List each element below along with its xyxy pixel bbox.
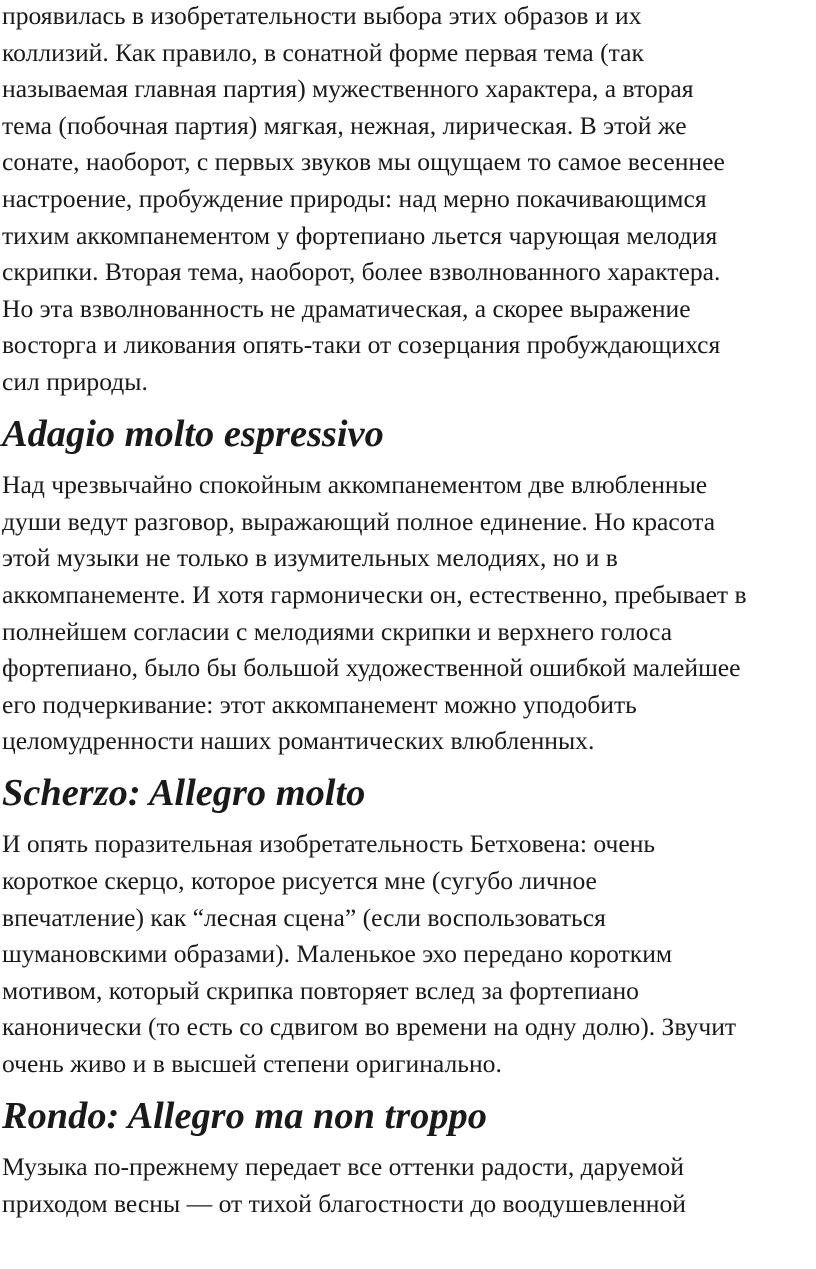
section-heading-adagio: Adagio molto espressivo [2,412,384,455]
text-line: проявилась в изобретательности выбора этих образов и их [2,1,642,30]
text-line: впечатление) как “лесная сцена” (если воспользоваться [2,902,606,932]
text-line: сил природы. [2,366,148,396]
text-line: приходом весны — от тихой благостности до воодушевленной [2,1188,686,1218]
text-line: называемая главная партия) мужественного характера, а вторая [2,74,694,104]
text-line: полнейшем согласии с мелодиями скрипки и верхнего голоса [2,616,673,646]
text-line: его подчеркивание: этот аккомпанемент можно уподобить [2,689,637,719]
text-line: короткое скерцо, которое рисуется мне (сугубо личное [2,866,597,896]
text-line: скрипки. Вторая тема, наоборот, более взволнованного характера. [2,257,721,287]
text-line: Над чрезвычайно спокойным аккомпанементом две влюбленные [2,470,708,500]
paragraph-scherzo [2,826,814,1082]
text-line: целомудренности наших романтических влюбленных. [2,726,595,756]
paragraph-sonata-themes [2,0,814,401]
text-line: сонате, наоборот, с первых звуков мы ощущаем то самое весеннее [2,147,725,177]
document-page [2,0,814,1222]
text-line: мотивом, который скрипка повторяет вслед за фортепиано [2,975,639,1005]
text-line: Музыка по-прежнему передает все оттенки радости, даруемой [2,1152,685,1182]
text-line: настроение, пробуждение природы: над мерно покачивающимся [2,183,707,213]
text-line: коллизий. Как правило, в сонатной форме первая тема (так [2,37,644,67]
text-line: этой музыки не только в изумительных мелодиях, но и в [2,543,618,573]
text-line: канонически (то есть со сдвигом во времени на одну долю). Звучит [2,1012,737,1042]
text-line: И опять поразительная изобретательность Бетховена: очень [2,829,656,859]
section-heading-rondo: Rondo: Allegro ma non troppo [2,1094,487,1137]
text-line: восторга и ликования опять-таки от созерцания пробуждающихся [2,330,721,360]
text-line: души ведут разговор, выражающий полное единение. Но красота [2,506,716,536]
text-line: шумановскими образами). Маленькое эхо передано коротким [2,939,673,969]
text-line: аккомпанементе. И хотя гармонически он, естественно, пребывает в [2,579,747,609]
paragraph-rondo [2,1149,814,1222]
text-line: тема (побочная партия) мягкая, нежная, лирическая. В этой же [2,110,687,140]
text-line: тихим аккомпанементом у фортепиано льется чарующая мелодия [2,220,718,250]
text-line: Но эта взволнованность не драматическая, а скорее выражение [2,293,691,323]
section-heading-scherzo: Scherzo: Allegro molto [2,771,366,814]
paragraph-adagio [2,467,814,760]
text-line: очень живо и в высшей степени оригинально. [2,1049,502,1079]
text-line: фортепиано, было бы большой художественной ошибкой малейшее [2,653,741,683]
